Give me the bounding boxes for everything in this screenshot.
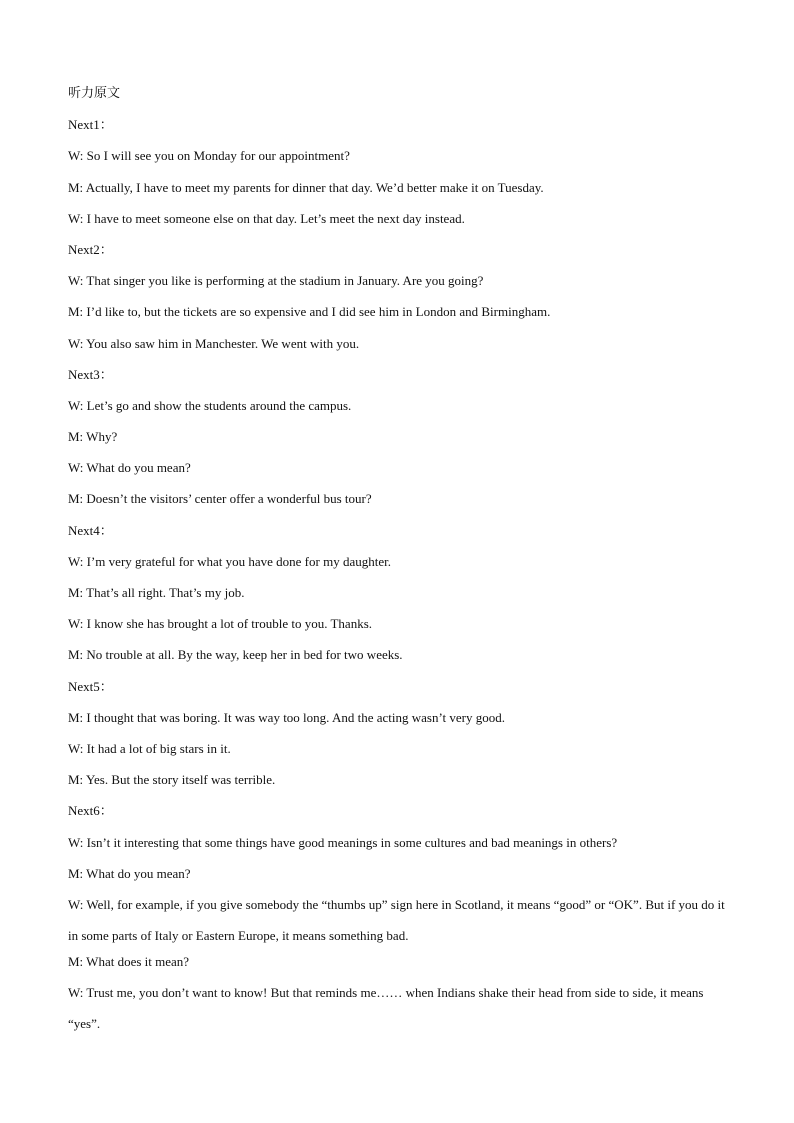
dialogue-line: W: Isn’t it interesting that some things have good meanings in some cultures and bad meanings in others? <box>68 834 618 850</box>
dialogue-line: M: Doesn’t the visitors’ center offer a wonderful bus tour? <box>68 491 372 507</box>
dialogue-line: W: You also saw him in Manchester. We went with you. <box>68 335 360 351</box>
dialogue-line: M: I’d like to, but the tickets are so expensive and I did see him in London and Birmingham. <box>68 304 551 320</box>
dialogue-paragraph: W: Well, for example, if you give somebody the “thumbs up” sign here in Scotland, it means “good” or “OK”. But if you do it in some parts of Italy or Eastern Europe, it means something bad. <box>68 897 725 944</box>
dialogue-line: M: Yes. But the story itself was terrible. <box>68 772 276 788</box>
section-heading-next3: Next3： <box>68 366 113 382</box>
transcript-content <box>68 84 728 1040</box>
section-heading-next2: Next2： <box>68 241 113 257</box>
dialogue-line: W: I know she has brought a lot of trouble to you. Thanks. <box>68 616 373 632</box>
section-heading-next5: Next5： <box>68 678 113 694</box>
dialogue-line: W: What do you mean? <box>68 460 191 476</box>
dialogue-line: M: That’s all right. That’s my job. <box>68 585 245 600</box>
dialogue-line: W: I have to meet someone else on that day. Let’s meet the next day instead. <box>68 210 465 226</box>
dialogue-line: M: What do you mean? <box>68 865 191 881</box>
dialogue-line: M: I thought that was boring. It was way too long. And the acting wasn’t very good. <box>68 709 506 725</box>
dialogue-line: W: I’m very grateful for what you have done for my daughter. <box>68 553 391 569</box>
section-heading-next6: Next6： <box>68 803 113 819</box>
dialogue-line: W: That singer you like is performing at the stadium in January. Are you going? <box>68 273 484 289</box>
dialogue-paragraph: W: Trust me, you don’t want to know! But that reminds me…… when Indians shake their head from side to side, it means “yes”. <box>68 985 704 1032</box>
section-heading-next4: Next4： <box>68 522 113 538</box>
dialogue-line: W: Let’s go and show the students around the campus. <box>68 397 352 413</box>
dialogue-line: M: No trouble at all. By the way, keep her in bed for two weeks. <box>68 647 403 663</box>
dialogue-line: M: What does it mean? <box>68 953 190 969</box>
dialogue-line: M: Actually, I have to meet my parents for dinner that day. We’d better make it on Tuesday. <box>68 179 544 195</box>
section-heading-next1: Next1： <box>68 117 113 133</box>
dialogue-line: M: Why? <box>68 429 118 445</box>
dialogue-line: W: It had a lot of big stars in it. <box>68 740 231 756</box>
document-title: 听力原文 <box>68 86 121 101</box>
dialogue-line: W: So I will see you on Monday for our appointment? <box>68 148 350 164</box>
